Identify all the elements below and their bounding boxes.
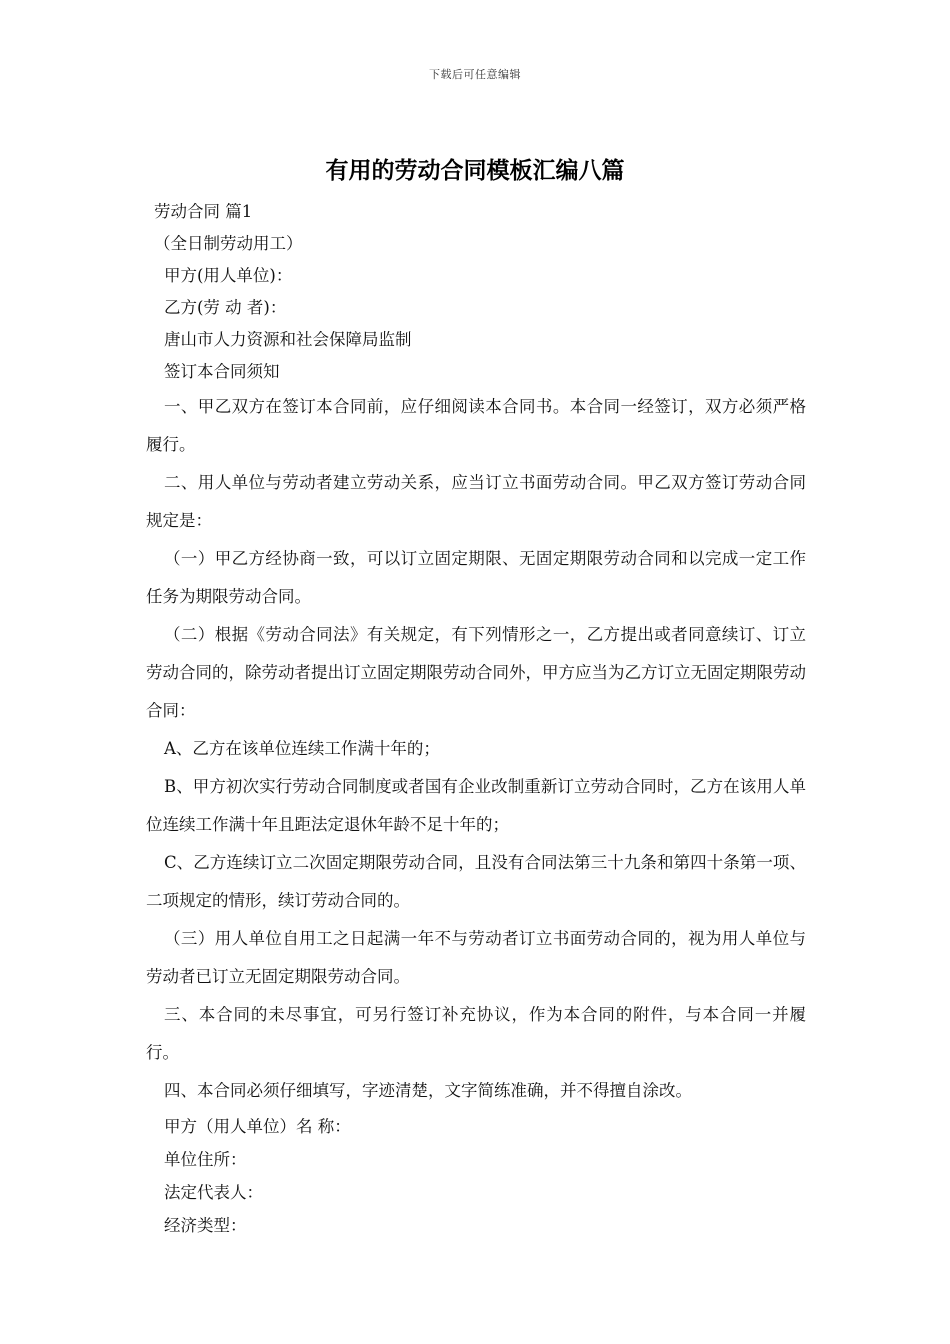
party-a-line: 甲方(用人单位)：	[164, 266, 293, 285]
supervisor-line: 唐山市人力资源和社会保障局监制	[164, 330, 412, 349]
paragraph-6: B、甲方初次实行劳动合同制度或者国有企业改制重新订立劳动合同时，乙方在该用人单位连续工作满十年且距法定退休年龄不足十年的；	[146, 777, 806, 834]
document-title: 有用的劳动合同模板汇编八篇	[325, 157, 625, 184]
paragraph-7: C、乙方连续订立二次固定期限劳动合同，且没有合同法第三十九条和第四十条第一项、二项规定的情形，续订劳动合同的。	[146, 853, 806, 910]
paragraph-2: 二、用人单位与劳动者建立劳动关系，应当订立书面劳动合同。甲乙双方签订劳动合同规定是：	[146, 473, 806, 530]
paragraph-10: 四、本合同必须仔细填写，字迹清楚，文字简练准确，并不得擅自涂改。	[164, 1081, 692, 1100]
document-body	[146, 196, 806, 1242]
paragraph-3: （一）甲乙方经协商一致，可以订立固定期限、无固定期限劳动合同和以完成一定工作任务为期限劳动合同。	[146, 549, 806, 606]
field-legal-representative: 法定代表人：	[164, 1183, 263, 1202]
contract-heading: 劳动合同 篇1	[154, 202, 253, 221]
field-employer-address: 单位住所：	[164, 1150, 247, 1169]
paragraph-5: A、乙方在该单位连续工作满十年的；	[164, 739, 440, 758]
employment-type-line: （全日制劳动用工）	[154, 234, 303, 253]
paragraph-9: 三、本合同的未尽事宜，可另行签订补充协议，作为本合同的附件，与本合同一并履行。	[146, 1005, 806, 1062]
field-employer-name: 甲方（用人单位）名 称：	[164, 1117, 351, 1136]
field-economic-type: 经济类型：	[164, 1216, 247, 1235]
paragraph-4: （二）根据《劳动合同法》有关规定，有下列情形之一，乙方提出或者同意续订、订立劳动合同的，除劳动者提出订立固定期限劳动合同外，甲方应当为乙方订立无固定期限劳动合同：	[146, 625, 806, 720]
paragraph-8: （三）用人单位自用工之日起满一年不与劳动者订立书面劳动合同的，视为用人单位与劳动者已订立无固定期限劳动合同。	[146, 929, 806, 986]
paragraph-1: 一、甲乙双方在签订本合同前，应仔细阅读本合同书。本合同一经签订，双方必须严格履行。	[146, 397, 806, 454]
party-b-line: 乙方(劳 动 者)：	[164, 298, 287, 317]
notice-title: 签订本合同须知	[164, 362, 280, 381]
page-header-note: 下载后可任意编辑	[429, 68, 521, 81]
